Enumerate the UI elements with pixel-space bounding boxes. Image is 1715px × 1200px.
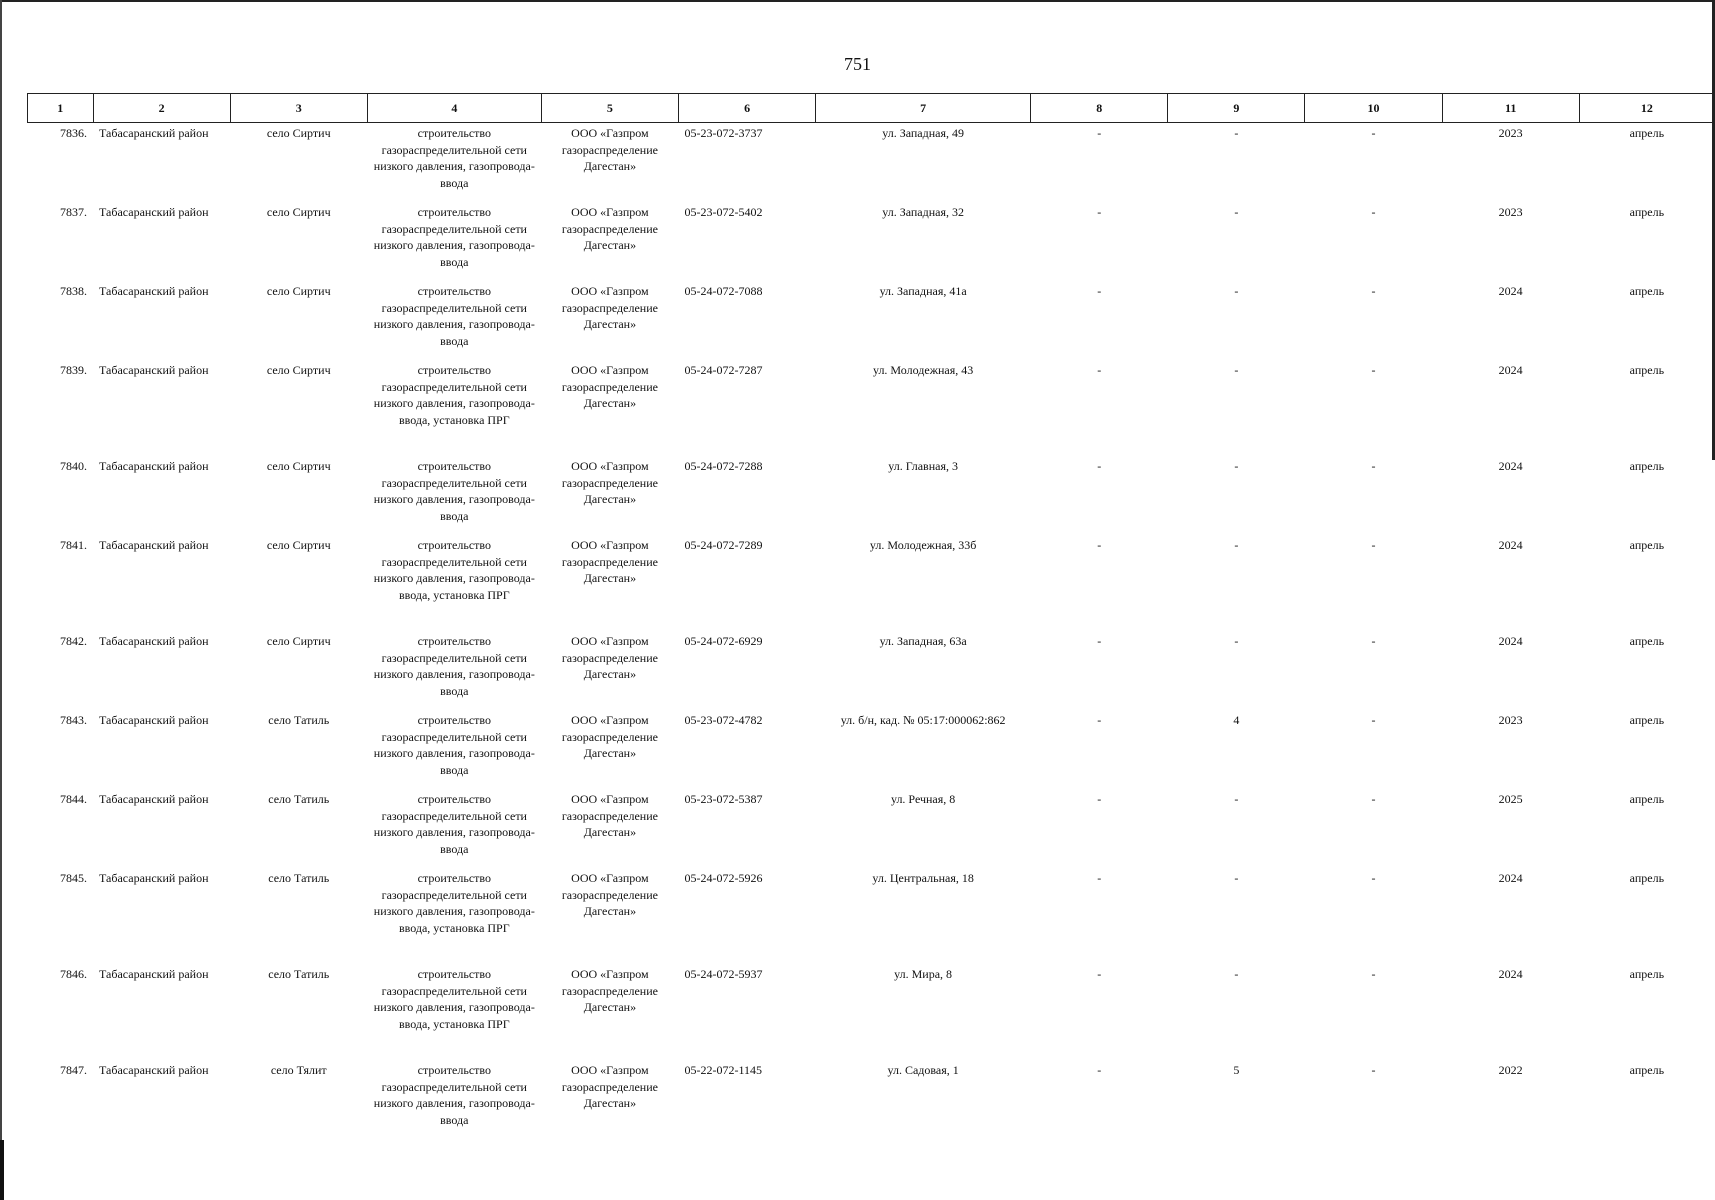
settlement: село Татиль — [268, 967, 330, 981]
object-code: 05-22-072-1145 — [684, 1063, 763, 1077]
register-table — [27, 93, 1715, 1141]
column-8-value: - — [1097, 1063, 1102, 1077]
object-code: 05-24-072-6929 — [684, 634, 763, 648]
column-8-value: - — [1097, 284, 1102, 298]
year: 2023 — [1498, 205, 1523, 219]
year: 2024 — [1498, 967, 1523, 981]
column-9-value: - — [1234, 459, 1239, 473]
column-header: 1 — [28, 94, 94, 123]
address: ул. Садовая, 1 — [887, 1063, 959, 1077]
column-10-value: - — [1371, 538, 1376, 552]
column-9-value: - — [1234, 363, 1239, 377]
work-type: строительство газораспределительной сети низкого давления, газопровода-ввода, установка ПРГ — [373, 538, 535, 602]
settlement: село Сиртич — [266, 363, 331, 377]
settlement: село Сиртич — [266, 459, 331, 473]
table-row — [28, 870, 1715, 966]
year: 2023 — [1498, 713, 1523, 727]
object-code: 05-23-072-5387 — [684, 792, 763, 806]
column-header: 7 — [816, 94, 1031, 123]
object-code: 05-23-072-5402 — [684, 205, 763, 219]
object-code: 05-24-072-5926 — [684, 871, 763, 885]
year: 2024 — [1498, 459, 1523, 473]
organization: ООО «Газпром газораспределение Дагестан» — [561, 1063, 658, 1110]
object-code: 05-24-072-5937 — [684, 967, 763, 981]
row-number: 7841. — [60, 538, 87, 552]
year: 2025 — [1498, 792, 1523, 806]
row-number: 7840. — [60, 459, 87, 473]
district: Табасаранский район — [99, 871, 209, 885]
address: ул. Западная, 63а — [879, 634, 967, 648]
district: Табасаранский район — [99, 538, 209, 552]
work-type: строительство газораспределительной сети низкого давления, газопровода-ввода — [373, 792, 535, 856]
district: Табасаранский район — [99, 205, 209, 219]
table-row — [28, 791, 1715, 870]
settlement: село Сиртич — [266, 126, 331, 140]
object-code: 05-24-072-7289 — [684, 538, 763, 552]
column-10-value: - — [1371, 205, 1376, 219]
column-8-value: - — [1097, 871, 1102, 885]
table-row — [28, 1062, 1715, 1141]
address: ул. б/н, кад. № 05:17:000062:862 — [840, 713, 1006, 727]
column-10-value: - — [1371, 713, 1376, 727]
year: 2024 — [1498, 634, 1523, 648]
organization: ООО «Газпром газораспределение Дагестан» — [561, 459, 658, 506]
table-row — [28, 283, 1715, 362]
district: Табасаранский район — [99, 713, 209, 727]
organization: ООО «Газпром газораспределение Дагестан» — [561, 363, 658, 410]
column-9-value: - — [1234, 871, 1239, 885]
settlement: село Татиль — [268, 713, 330, 727]
column-9-value: - — [1234, 284, 1239, 298]
work-type: строительство газораспределительной сети низкого давления, газопровода-ввода — [373, 205, 535, 269]
address: ул. Западная, 49 — [882, 126, 964, 140]
work-type: строительство газораспределительной сети низкого давления, газопровода-ввода, установка ПРГ — [373, 363, 535, 427]
table-row — [28, 966, 1715, 1062]
month: апрель — [1629, 967, 1665, 981]
column-8-value: - — [1097, 205, 1102, 219]
column-header: 12 — [1579, 94, 1714, 123]
scan-edge-left — [0, 0, 2, 1200]
column-9-value: 4 — [1233, 713, 1240, 727]
row-number: 7847. — [60, 1063, 87, 1077]
settlement: село Сиртич — [266, 538, 331, 552]
row-number: 7836. — [60, 126, 87, 140]
column-9-value: - — [1234, 792, 1239, 806]
column-8-value: - — [1097, 713, 1102, 727]
table-row — [28, 633, 1715, 712]
column-9-value: 5 — [1233, 1063, 1240, 1077]
address: ул. Западная, 41а — [879, 284, 967, 298]
column-8-value: - — [1097, 538, 1102, 552]
table-row — [28, 458, 1715, 537]
column-10-value: - — [1371, 284, 1376, 298]
table-row — [28, 204, 1715, 283]
organization: ООО «Газпром газораспределение Дагестан» — [561, 284, 658, 331]
column-10-value: - — [1371, 967, 1376, 981]
object-code: 05-24-072-7088 — [684, 284, 763, 298]
month: апрель — [1629, 459, 1665, 473]
settlement: село Сиртич — [266, 634, 331, 648]
organization: ООО «Газпром газораспределение Дагестан» — [561, 871, 658, 918]
row-number: 7838. — [60, 284, 87, 298]
year: 2022 — [1498, 1063, 1523, 1077]
month: апрель — [1629, 713, 1665, 727]
year: 2024 — [1498, 538, 1523, 552]
district: Табасаранский район — [99, 126, 209, 140]
district: Табасаранский район — [99, 634, 209, 648]
column-10-value: - — [1371, 459, 1376, 473]
month: апрель — [1629, 363, 1665, 377]
settlement: село Сиртич — [266, 284, 331, 298]
row-number: 7842. — [60, 634, 87, 648]
column-9-value: - — [1234, 634, 1239, 648]
row-number: 7845. — [60, 871, 87, 885]
row-number: 7837. — [60, 205, 87, 219]
district: Табасаранский район — [99, 363, 209, 377]
month: апрель — [1629, 792, 1665, 806]
district: Табасаранский район — [99, 967, 209, 981]
settlement: село Сиртич — [266, 205, 331, 219]
work-type: строительство газораспределительной сети низкого давления, газопровода-ввода — [373, 713, 535, 777]
organization: ООО «Газпром газораспределение Дагестан» — [561, 634, 658, 681]
district: Табасаранский район — [99, 459, 209, 473]
column-10-value: - — [1371, 363, 1376, 377]
column-header: 10 — [1305, 94, 1442, 123]
column-10-value: - — [1371, 634, 1376, 648]
column-header: 9 — [1168, 94, 1305, 123]
object-code: 05-24-072-7287 — [684, 363, 763, 377]
organization: ООО «Газпром газораспределение Дагестан» — [561, 713, 658, 760]
header-row — [28, 94, 1715, 123]
organization: ООО «Газпром газораспределение Дагестан» — [561, 967, 658, 1014]
work-type: строительство газораспределительной сети низкого давления, газопровода-ввода — [373, 1063, 535, 1127]
column-8-value: - — [1097, 126, 1102, 140]
column-9-value: - — [1234, 967, 1239, 981]
month: апрель — [1629, 871, 1665, 885]
column-10-value: - — [1371, 871, 1376, 885]
year: 2023 — [1498, 126, 1523, 140]
settlement: село Татиль — [268, 871, 330, 885]
address: ул. Молодежная, 43 — [872, 363, 974, 377]
work-type: строительство газораспределительной сети низкого давления, газопровода-ввода — [373, 284, 535, 348]
district: Табасаранский район — [99, 284, 209, 298]
month: апрель — [1629, 205, 1665, 219]
column-10-value: - — [1371, 792, 1376, 806]
address: ул. Молодежная, 33б — [869, 538, 977, 552]
settlement: село Татиль — [268, 792, 330, 806]
month: апрель — [1629, 634, 1665, 648]
column-8-value: - — [1097, 459, 1102, 473]
column-header: 5 — [541, 94, 678, 123]
address: ул. Западная, 32 — [882, 205, 964, 219]
column-8-value: - — [1097, 634, 1102, 648]
organization: ООО «Газпром газораспределение Дагестан» — [561, 538, 658, 585]
work-type: строительство газораспределительной сети низкого давления, газопровода-ввода, установка ПРГ — [373, 871, 535, 935]
table-row — [28, 712, 1715, 791]
object-code: 05-23-072-4782 — [684, 713, 763, 727]
row-number: 7843. — [60, 713, 87, 727]
organization: ООО «Газпром газораспределение Дагестан» — [561, 205, 658, 252]
table-row — [28, 362, 1715, 458]
row-number: 7846. — [60, 967, 87, 981]
column-header: 3 — [230, 94, 367, 123]
scan-edge-left-mark — [0, 1140, 4, 1200]
district: Табасаранский район — [99, 792, 209, 806]
column-10-value: - — [1371, 1063, 1376, 1077]
year: 2024 — [1498, 871, 1523, 885]
organization: ООО «Газпром газораспределение Дагестан» — [561, 126, 658, 173]
column-9-value: - — [1234, 205, 1239, 219]
month: апрель — [1629, 1063, 1665, 1077]
column-9-value: - — [1234, 126, 1239, 140]
column-10-value: - — [1371, 126, 1376, 140]
work-type: строительство газораспределительной сети низкого давления, газопровода-ввода — [373, 459, 535, 523]
column-8-value: - — [1097, 792, 1102, 806]
object-code: 05-23-072-3737 — [684, 126, 763, 140]
column-9-value: - — [1234, 538, 1239, 552]
address: ул. Главная, 3 — [888, 459, 958, 473]
month: апрель — [1629, 126, 1665, 140]
address: ул. Центральная, 18 — [872, 871, 974, 885]
row-number: 7839. — [60, 363, 87, 377]
organization: ООО «Газпром газораспределение Дагестан» — [561, 792, 658, 839]
work-type: строительство газораспределительной сети низкого давления, газопровода-ввода — [373, 634, 535, 698]
district: Табасаранский район — [99, 1063, 209, 1077]
scan-edge-top — [0, 0, 1715, 2]
column-header: 6 — [678, 94, 815, 123]
work-type: строительство газораспределительной сети низкого давления, газопровода-ввода, установка ПРГ — [373, 967, 535, 1031]
address: ул. Речная, 8 — [890, 792, 956, 806]
year: 2024 — [1498, 284, 1523, 298]
column-header: 2 — [93, 94, 230, 123]
settlement: село Тялит — [270, 1063, 327, 1077]
column-8-value: - — [1097, 363, 1102, 377]
work-type: строительство газораспределительной сети низкого давления, газопровода-ввода — [373, 126, 535, 190]
table-row — [28, 123, 1715, 205]
month: апрель — [1629, 284, 1665, 298]
row-number: 7844. — [60, 792, 87, 806]
table-row — [28, 537, 1715, 633]
column-header: 11 — [1442, 94, 1579, 123]
object-code: 05-24-072-7288 — [684, 459, 763, 473]
column-8-value: - — [1097, 967, 1102, 981]
month: апрель — [1629, 538, 1665, 552]
page-number: 751 — [844, 54, 871, 74]
column-header: 8 — [1031, 94, 1168, 123]
column-header: 4 — [367, 94, 541, 123]
year: 2024 — [1498, 363, 1523, 377]
address: ул. Мира, 8 — [894, 967, 953, 981]
